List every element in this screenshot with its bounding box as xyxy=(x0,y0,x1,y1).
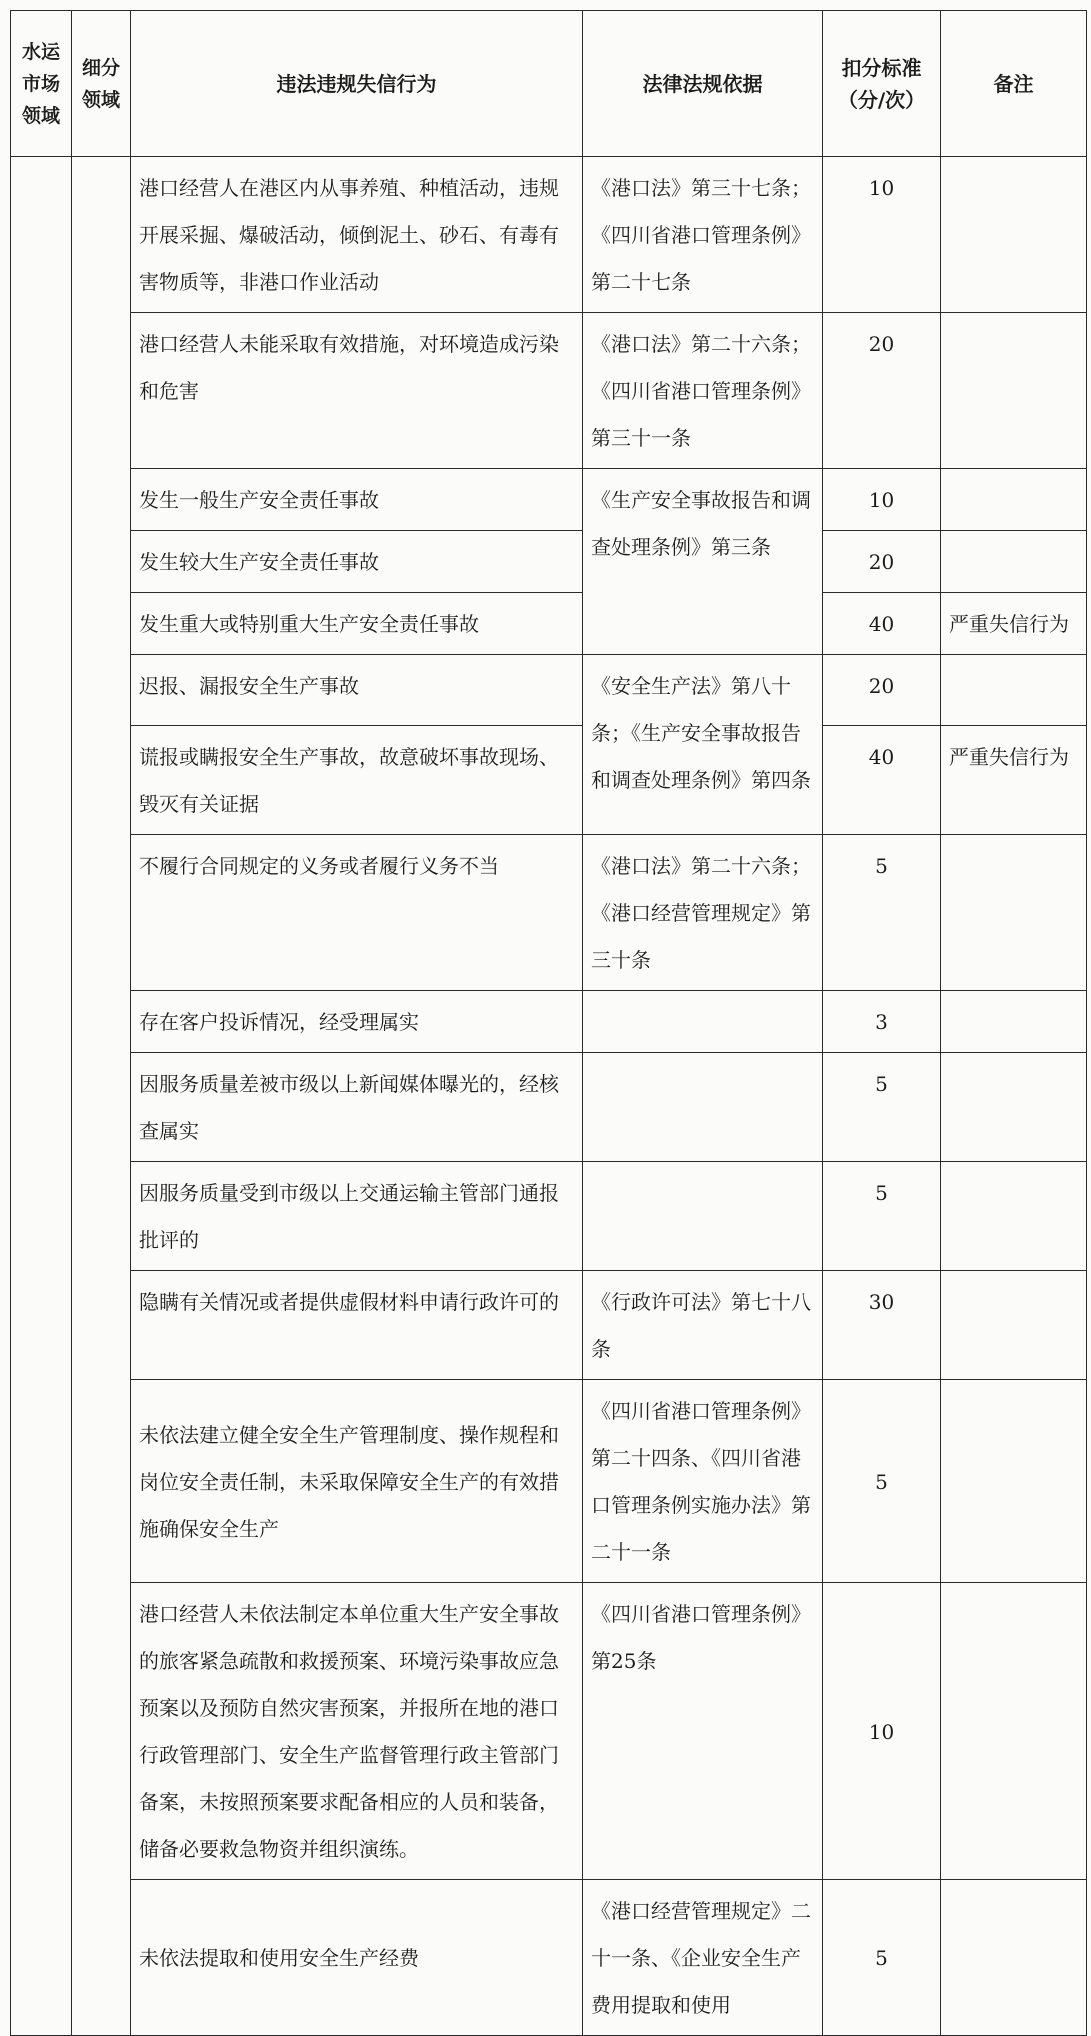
market-domain-cell xyxy=(11,157,72,2036)
score-cell: 40 xyxy=(823,726,941,835)
remark-cell xyxy=(941,1271,1087,1380)
basis-cell: 《港口法》第二十六条；《四川省港口管理条例》第三十一条 xyxy=(583,313,823,469)
behavior-cell: 因服务质量差被市级以上新闻媒体曝光的，经核查属实 xyxy=(131,1053,583,1162)
behavior-cell: 港口经营人未依法制定本单位重大生产安全事故的旅客紧急疏散和救援预案、环境污染事故应急预案以及预防自然灾害预案，并报所在地的港口行政管理部门、安全生产监督管理行政主管部门备案，未按照预案要求配备相应的人员和装备，储备必要救急物资并组织演练。 xyxy=(131,1583,583,1880)
table-header-row xyxy=(11,11,1087,157)
remark-cell xyxy=(941,469,1087,531)
remark-cell xyxy=(941,313,1087,469)
table-row xyxy=(11,726,1087,835)
table-row xyxy=(11,1380,1087,1583)
behavior-cell: 存在客户投诉情况，经受理属实 xyxy=(131,991,583,1053)
table-row xyxy=(11,655,1087,726)
score-cell: 5 xyxy=(823,1880,941,2036)
score-cell: 30 xyxy=(823,1271,941,1380)
sub-domain-cell xyxy=(72,157,131,2036)
remark-cell xyxy=(941,1053,1087,1162)
behavior-cell: 谎报或瞒报安全生产事故，故意破坏事故现场、毁灭有关证据 xyxy=(131,726,583,835)
basis-cell: 《安全生产法》第八十条；《生产安全事故报告和调查处理条例》第四条 xyxy=(583,655,823,835)
remark-cell xyxy=(941,1880,1087,2036)
score-cell: 20 xyxy=(823,531,941,593)
behavior-cell: 港口经营人在港区内从事养殖、种植活动，违规开展采掘、爆破活动，倾倒泥土、砂石、有毒有害物质等，非港口作业活动 xyxy=(131,157,583,313)
score-cell: 3 xyxy=(823,991,941,1053)
table-row xyxy=(11,1271,1087,1380)
score-cell: 10 xyxy=(823,1583,941,1880)
score-cell: 5 xyxy=(823,1380,941,1583)
score-cell: 5 xyxy=(823,1053,941,1162)
table-row xyxy=(11,593,1087,655)
score-cell: 10 xyxy=(823,157,941,313)
remark-cell xyxy=(941,1583,1087,1880)
header-behavior: 违法违规失信行为 xyxy=(131,11,583,157)
basis-cell: 《港口法》第二十六条；《港口经营管理规定》第三十条 xyxy=(583,835,823,991)
behavior-cell: 发生重大或特别重大生产安全责任事故 xyxy=(131,593,583,655)
table-row xyxy=(11,1162,1087,1271)
header-sub-domain: 细分领域 xyxy=(72,11,131,157)
credit-deduction-table xyxy=(10,10,1087,2036)
remark-cell xyxy=(941,835,1087,991)
behavior-cell: 不履行合同规定的义务或者履行义务不当 xyxy=(131,835,583,991)
basis-cell: 《行政许可法》第七十八条 xyxy=(583,1271,823,1380)
remark-cell xyxy=(941,1162,1087,1271)
basis-cell xyxy=(583,1162,823,1271)
table-row xyxy=(11,1583,1087,1880)
behavior-cell: 港口经营人未能采取有效措施，对环境造成污染和危害 xyxy=(131,313,583,469)
header-market-domain: 水运市场领域 xyxy=(11,11,72,157)
header-deduction: 扣分标准（分/次） xyxy=(823,11,941,157)
basis-cell: 《四川省港口管理条例》第25条 xyxy=(583,1583,823,1880)
table-row xyxy=(11,469,1087,531)
table-row xyxy=(11,1880,1087,2036)
basis-cell: 《港口经营管理规定》二十一条、《企业安全生产费用提取和使用 xyxy=(583,1880,823,2036)
table-row xyxy=(11,157,1087,313)
behavior-cell: 未依法建立健全安全生产管理制度、操作规程和岗位安全责任制，未采取保障安全生产的有效措施确保安全生产 xyxy=(131,1380,583,1583)
table-row xyxy=(11,531,1087,593)
score-cell: 5 xyxy=(823,1162,941,1271)
remark-cell: 严重失信行为 xyxy=(941,726,1087,835)
basis-cell: 《四川省港口管理条例》第二十四条、《四川省港口管理条例实施办法》第二十一条 xyxy=(583,1380,823,1583)
remark-cell: 严重失信行为 xyxy=(941,593,1087,655)
table-row xyxy=(11,835,1087,991)
table-row xyxy=(11,1053,1087,1162)
remark-cell xyxy=(941,157,1087,313)
score-cell: 20 xyxy=(823,655,941,726)
header-legal-basis: 法律法规依据 xyxy=(583,11,823,157)
header-remark: 备注 xyxy=(941,11,1087,157)
score-cell: 10 xyxy=(823,469,941,531)
score-cell: 40 xyxy=(823,593,941,655)
behavior-cell: 未依法提取和使用安全生产经费 xyxy=(131,1880,583,2036)
behavior-cell: 迟报、漏报安全生产事故 xyxy=(131,655,583,726)
score-cell: 20 xyxy=(823,313,941,469)
remark-cell xyxy=(941,655,1087,726)
remark-cell xyxy=(941,531,1087,593)
score-cell: 5 xyxy=(823,835,941,991)
behavior-cell: 因服务质量受到市级以上交通运输主管部门通报批评的 xyxy=(131,1162,583,1271)
behavior-cell: 发生较大生产安全责任事故 xyxy=(131,531,583,593)
basis-cell: 《港口法》第三十七条；《四川省港口管理条例》第二十七条 xyxy=(583,157,823,313)
remark-cell xyxy=(941,991,1087,1053)
table-row xyxy=(11,313,1087,469)
basis-cell xyxy=(583,1053,823,1162)
basis-cell: 《生产安全事故报告和调查处理条例》第三条 xyxy=(583,469,823,655)
basis-cell xyxy=(583,991,823,1053)
table-row xyxy=(11,991,1087,1053)
behavior-cell: 隐瞒有关情况或者提供虚假材料申请行政许可的 xyxy=(131,1271,583,1380)
remark-cell xyxy=(941,1380,1087,1583)
behavior-cell: 发生一般生产安全责任事故 xyxy=(131,469,583,531)
